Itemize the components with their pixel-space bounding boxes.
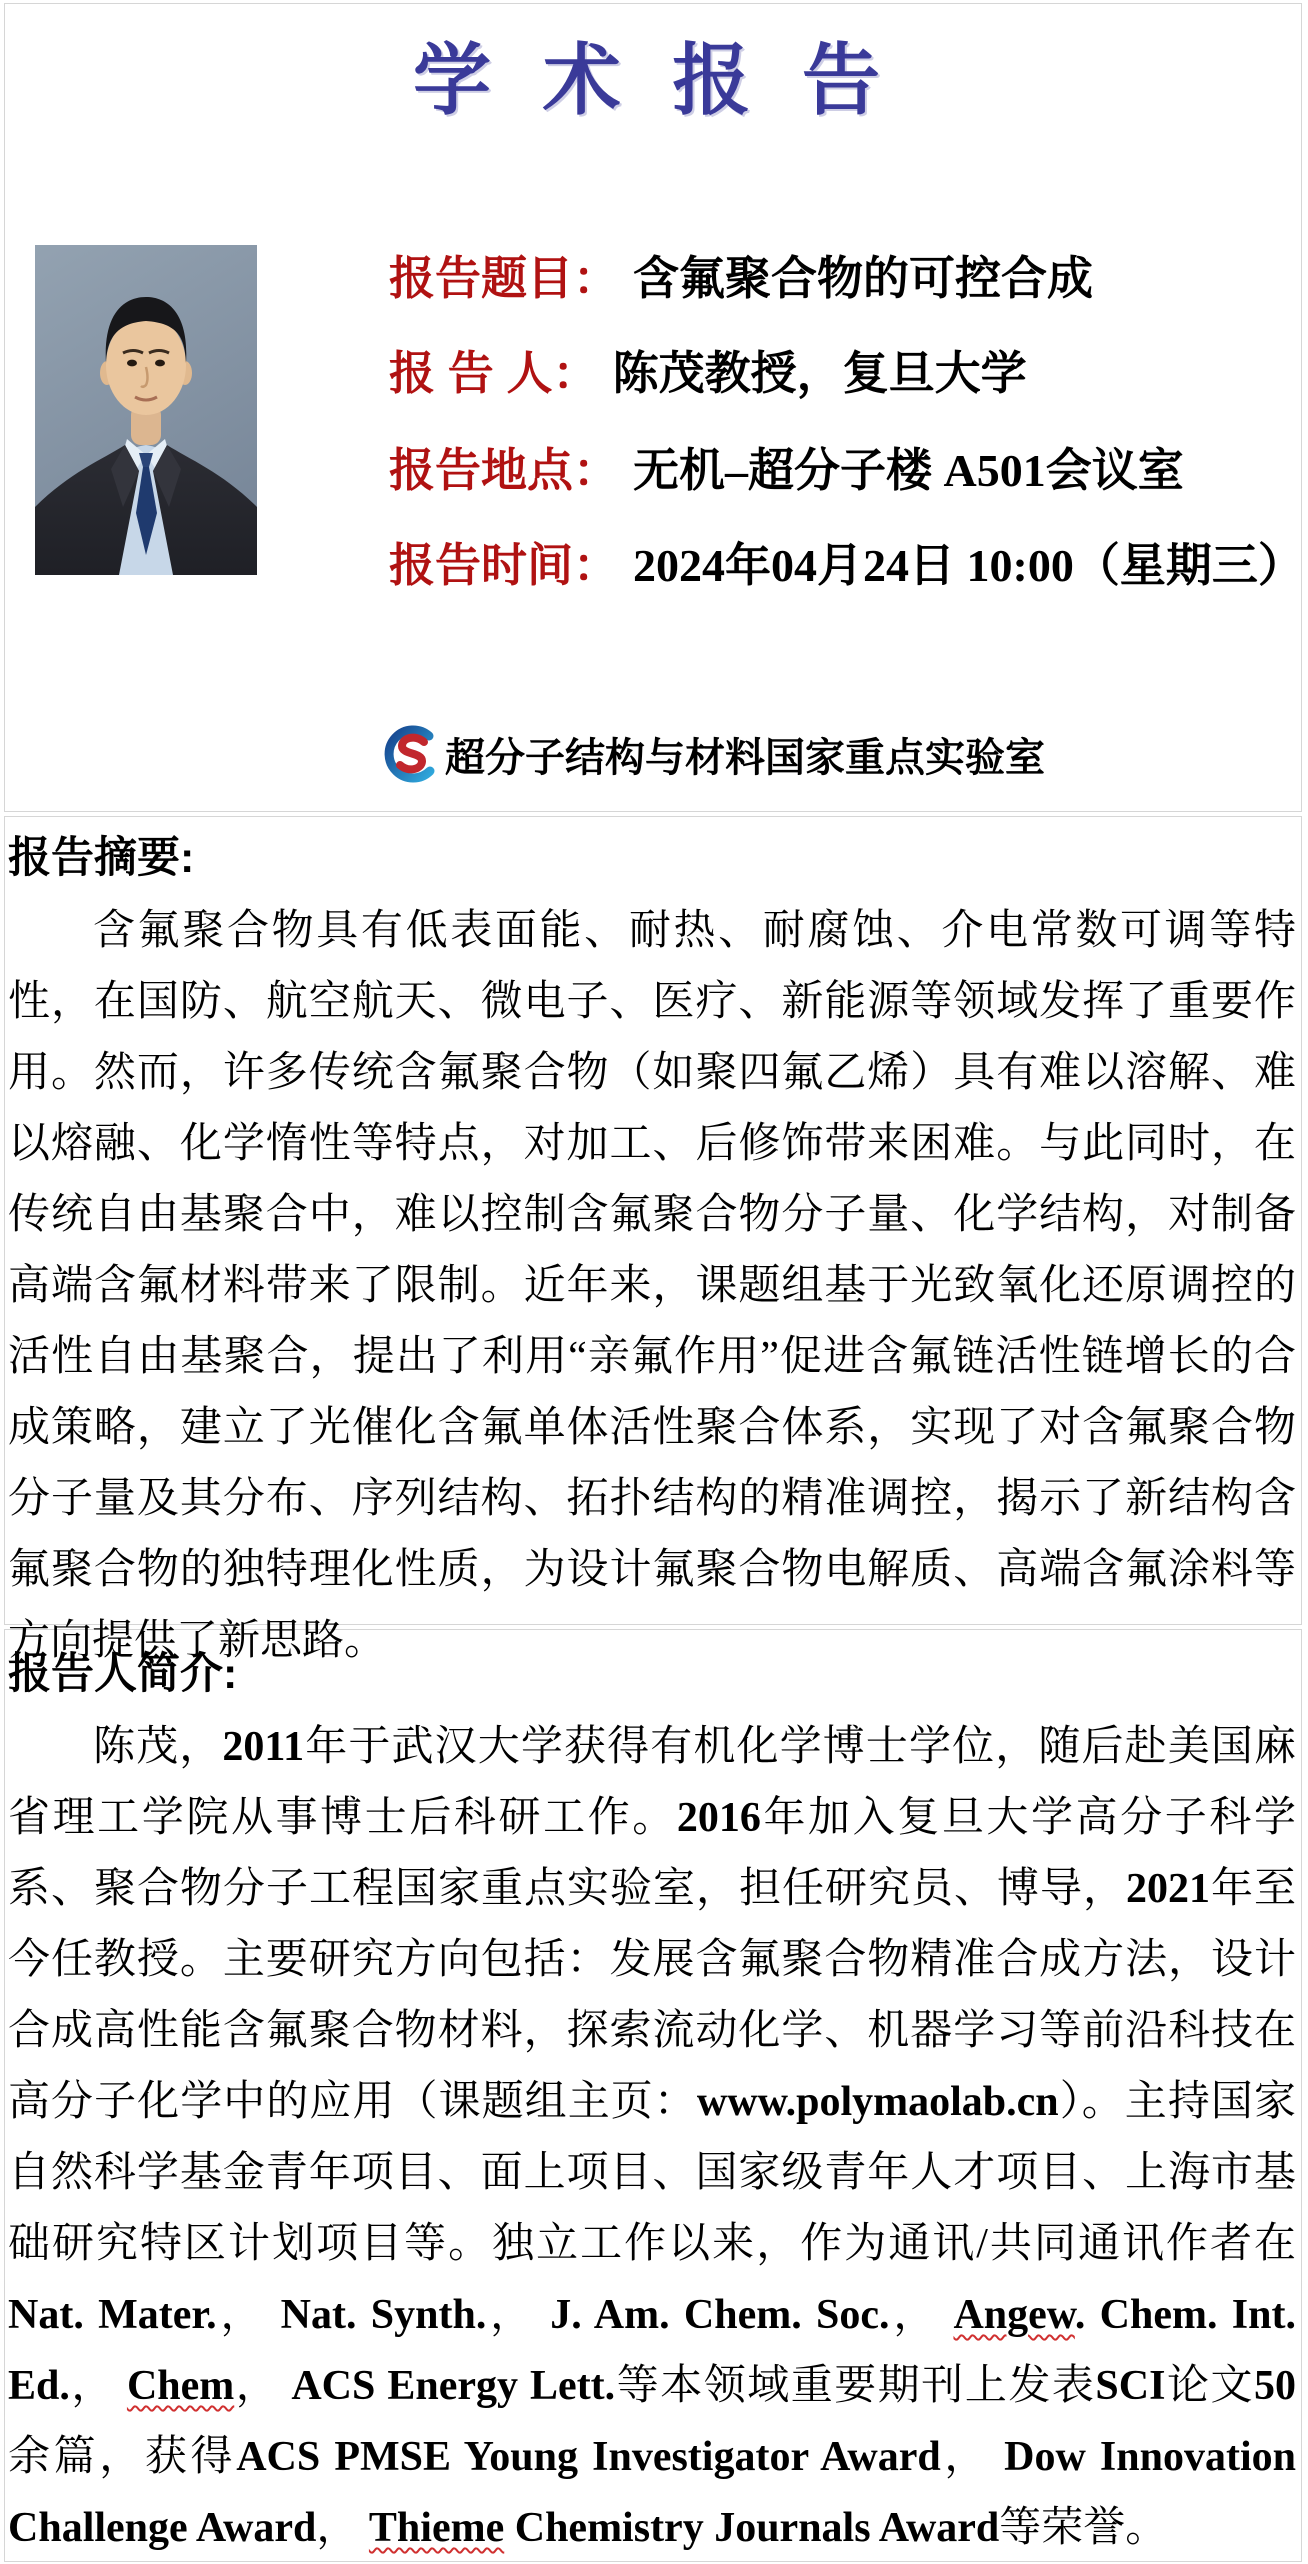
detail-line-topic bbox=[389, 250, 1093, 307]
detail-label: 报告地点： bbox=[389, 444, 619, 496]
abstract-text: 含氟聚合物具有低表面能、耐热、耐腐蚀、介电常数可调等特性，在国防、航空航天、微电子、医疗、新能源等领域发挥了重要作用。然而，许多传统含氟聚合物（如聚四氟乙烯）具有难以溶解、难以熔融、化学惰性等特点，对加工、后修饰带来困难。与此同时，在传统自由基聚合中，难以控制含氟聚合物分子量、化学结构，对制备高端含氟材料带来了限制。近年来，课题组基于光致氧化还原调控的活性自由基聚合，提出了利用“亲氟作用”促进含氟链活性链增长的合成策略，建立了光催化含氟单体活性聚合体系，实现了对含氟聚合物分子量及其分布、序列结构、拓扑结构的精准调控，揭示了新结构含氟聚合物的独特理化性质，为设计氟聚合物电解质、高端含氟涂料等方向提供了新思路。 bbox=[8, 908, 1296, 1664]
lab-name: 超分子结构与材料国家重点实验室 bbox=[445, 735, 1045, 780]
detail-label: 报告题目： bbox=[389, 252, 619, 304]
abstract-heading: 报告摘要: bbox=[8, 834, 195, 882]
detail-label: 报告时间： bbox=[389, 539, 619, 591]
speaker-photo bbox=[35, 245, 257, 575]
lab-swirl-logo-icon bbox=[383, 725, 441, 783]
detail-value: 含氟聚合物的可控合成 bbox=[633, 253, 1093, 304]
bio-text: 陈茂，2011年于武汉大学获得有机化学博士学位，随后赴美国麻省理工学院从事博士后科研工作。2016年加入复旦大学高分子科学系、聚合物分子工程国家重点实验室，担任研究员、博导，2021年至今任教授。主要研究方向包括：发展含氟聚合物精准合成方法，设计合成高性能含氟聚合物材料，探索流动化学、机器学习等前沿科技在高分子化学中的应用（课题组主页：www.polymaolab.cn）。主持国家自然科学基金青年项目、面上项目、国家级青年人才项目、上海市基础研究特区计划项目等。独立工作以来，作为通讯/共同通讯作者在Nat. Mater.， Nat. Synth.， J. Am. Chem. Soc.， Angew. Chem. Int. Ed.， Chem， ACS Energy Lett.等本领域重要期刊上发表SCI论文50余篇，获得ACS PMSE Young Investigator Award， Dow Innovation Challenge Award， Thieme Chemistry Journals Award等荣誉。 bbox=[8, 1724, 1296, 2551]
detail-line-time bbox=[389, 537, 1304, 594]
detail-label: 报 告 人： bbox=[389, 347, 599, 399]
lab-banner bbox=[383, 724, 1045, 784]
bio-heading: 报告人简介: bbox=[8, 1650, 238, 1698]
detail-value: 无机–超分子楼 A501会议室 bbox=[633, 445, 1184, 496]
detail-value: 陈茂教授，复旦大学 bbox=[612, 348, 1027, 399]
detail-line-speaker bbox=[389, 345, 1027, 402]
detail-value: 2024年04月24日 10:00（星期三） bbox=[633, 540, 1304, 591]
detail-line-location bbox=[389, 442, 1184, 499]
page-title: 学 术 报 告 bbox=[412, 36, 895, 124]
